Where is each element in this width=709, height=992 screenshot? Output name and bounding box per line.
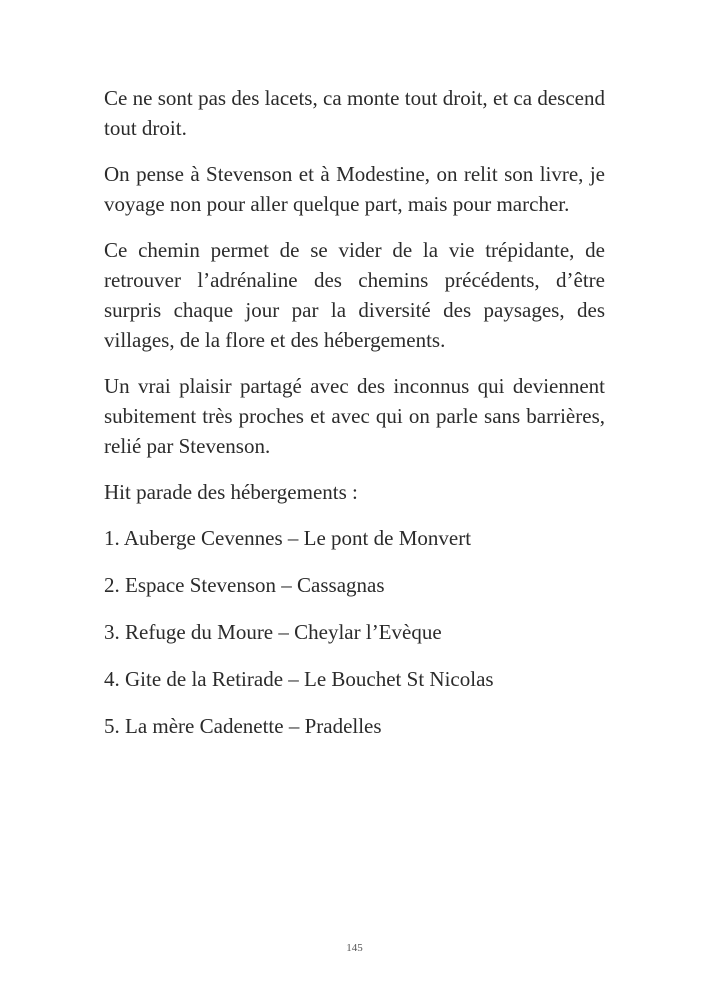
list-item: 3. Refuge du Moure – Cheylar l’Evèque bbox=[104, 620, 442, 644]
list-item: 2. Espace Stevenson – Cassagnas bbox=[104, 573, 385, 597]
list-item: 4. Gite de la Retirade – Le Bouchet St Nicolas bbox=[104, 667, 494, 691]
accommodation-list bbox=[104, 523, 605, 741]
page-number: 145 bbox=[346, 942, 363, 954]
paragraph: On pense à Stevenson et à Modestine, on relit son livre, je voyage non pour aller quelque part, mais pour marcher. bbox=[104, 162, 605, 216]
paragraph: Ce ne sont pas des lacets, ca monte tout droit, et ca descend tout droit. bbox=[104, 86, 605, 140]
paragraph: Ce chemin permet de se vider de la vie trépidante, de retrouver l’adrénaline des chemins précédents, d’être surpris chaque jour par la diversité des paysages, des villages, de la flore et des hébergements. bbox=[104, 238, 605, 352]
list-intro: Hit parade des hébergements : bbox=[104, 480, 358, 504]
list-item: 5. La mère Cadenette – Pradelles bbox=[104, 714, 382, 738]
paragraph: Un vrai plaisir partagé avec des inconnus qui deviennent subitement très proches et avec qui on parle sans barrières, relié par Stevenson. bbox=[104, 374, 605, 458]
list-item: 1. Auberge Cevennes – Le pont de Monvert bbox=[104, 526, 472, 550]
body-text bbox=[104, 83, 605, 758]
